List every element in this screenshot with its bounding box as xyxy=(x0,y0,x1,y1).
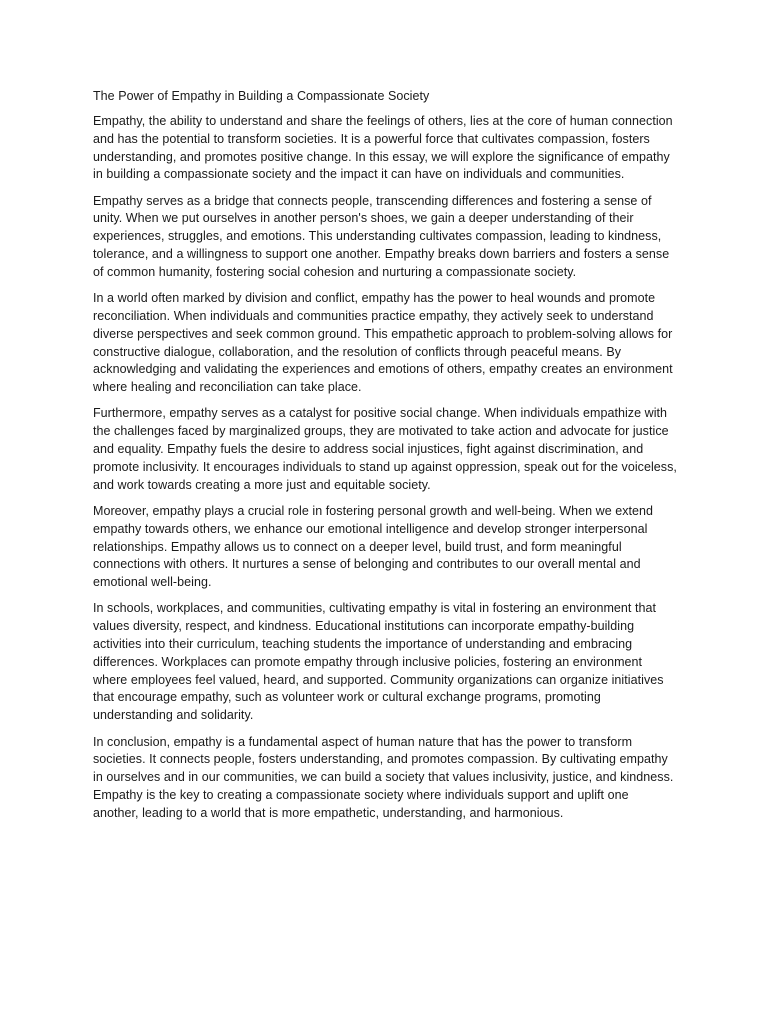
paragraph-social-change: Furthermore, empathy serves as a catalyst for positive social change. When individuals empathize with the challenges faced by marginalized groups, they are motivated to take action and advocate for justice and equality. Empathy fuels the desire to address social injustices, fight against discrimination, and promote inclusivity. It encourages individuals to stand up against oppression, speak out for the voiceless, and work towards creating a more just and equitable society. xyxy=(93,406,677,492)
paragraph-introduction: Empathy, the ability to understand and share the feelings of others, lies at the core of human connection and has the potential to transform societies. It is a powerful force that cultivates compassion, fosters understanding, and promotes positive change. In this essay, we will explore the significance of empathy in building a compassionate society and the impact it can have on individuals and communities. xyxy=(93,114,673,182)
paragraph-bridge: Empathy serves as a bridge that connects people, transcending differences and fostering a sense of unity. When we put ourselves in another person's shoes, we gain a deeper understanding of their experiences, struggles, and emotions. This understanding cultivates compassion, leading to kindness, tolerance, and a willingness to support one another. Empathy breaks down barriers and fosters a sense of common humanity, fostering social cohesion and nurturing a compassionate society. xyxy=(93,193,670,279)
paragraph-conclusion: In conclusion, empathy is a fundamental aspect of human nature that has the power to transform societies. It connects people, fosters understanding, and promotes compassion. By cultivating empathy in ourselves and in our communities, we can build a society that values inclusivity, justice, and kindness. Empathy is the key to creating a compassionate society where individuals support and uplift one another, leading to a world that is more empathetic, understanding, and harmonious. xyxy=(93,734,674,820)
paragraph-personal-growth: Moreover, empathy plays a crucial role in fostering personal growth and well-being. When we extend empathy towards others, we enhance our emotional intelligence and develop stronger interpersonal relationships. Empathy allows us to connect on a deeper level, build trust, and form meaningful connections with others. It nurtures a sense of belonging and contributes to our overall mental and emotional well-being. xyxy=(93,503,654,590)
document-body xyxy=(93,88,677,831)
paragraph-reconciliation: In a world often marked by division and conflict, empathy has the power to heal wounds and promote reconciliation. When individuals and communities practice empathy, they actively seek to understand diverse perspectives and seek common ground. This empathetic approach to problem-solving allows for constructive dialogue, collaboration, and the resolution of conflicts through peaceful means. By acknowledging and validating the experiences and emotions of others, empathy creates an environment where healing and reconciliation can take place. xyxy=(93,291,673,395)
document-title: The Power of Empathy in Building a Compassionate Society xyxy=(93,89,430,103)
paragraph-institutions: In schools, workplaces, and communities, cultivating empathy is vital in fostering an environment that values diversity, respect, and kindness. Educational institutions can incorporate empathy-building activities into their curriculum, teaching students the importance of understanding and embracing differences. Workplaces can promote empathy through inclusive policies, fostering an environment where employees feel valued, heard, and supported. Community organizations can organize initiatives that encourage empathy, such as volunteer work or cultural exchange programs, promoting understanding and solidarity. xyxy=(93,601,664,723)
